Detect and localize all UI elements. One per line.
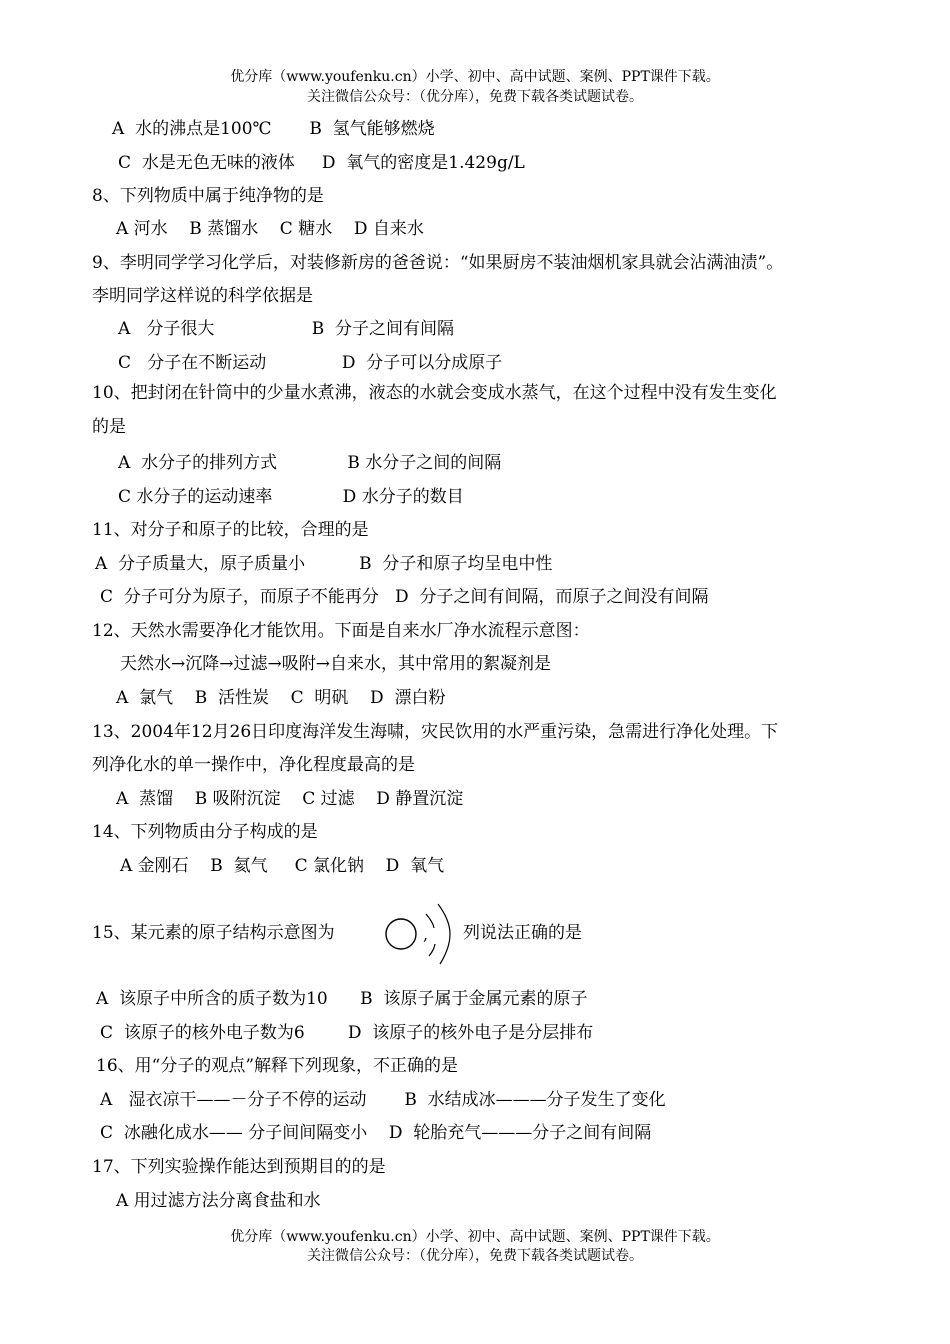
electron-shell-arc-2 [429,944,435,956]
header-line-1: 优分库（www.youfenku.cn）小学、初中、高中试题、案例、PPT课件下载。 [230,69,720,85]
q14-stem: 14、下列物质由分子构成的是 [92,822,318,842]
q10-stem-2: 的是 [92,417,126,437]
q10-options-ab: A 水分子的排列方式 B 水分子之间的间隔 [118,453,502,473]
q8-stem: 8、下列物质中属于纯净物的是 [92,186,324,206]
q10-options-cd: C 水分子的运动速率 D 水分子的数目 [118,487,464,507]
q8-options: A 河水 B 蒸馏水 C 糖水 D 自来水 [116,219,424,239]
atom-nucleus-circle [386,919,416,949]
q13-options: A 蒸馏 B 吸附沉淀 C 过滤 D 静置沉淀 [116,789,464,809]
q11-options-ab: A 分子质量大，原子质量小 B 分子和原子均呈电中性 [95,554,553,574]
q15-options-ab: A 该原子中所含的质子数为10 B 该原子属于金属元素的原子 [96,989,588,1009]
q17-stem: 17、下列实验操作能达到预期目的的是 [92,1157,386,1177]
footer-line-1: 优分库（www.youfenku.cn）小学、初中、高中试题、案例、PPT课件下载。 [230,1229,720,1245]
q16-options-cd: C 冰融化成水—— 分子间间隔变小 D 轮胎充气———分子之间有间隔 [100,1123,652,1143]
q13-stem-2: 列净化水的单一操作中，净化程度最高的是 [92,755,415,775]
q12-flow: 天然水→沉降→过滤→吸附→自来水，其中常用的絮凝剂是 [120,654,551,674]
q15-stem-left: 15、某元素的原子结构示意图为 [92,923,335,943]
q9-stem-2: 李明同学这样说的科学依据是 [92,286,313,306]
q17-option-a: A 用过滤方法分离食盐和水 [116,1191,321,1211]
q9-options-cd: C 分子在不断运动 D 分子可以分成原子 [118,353,503,373]
q12-stem: 12、天然水需要净化才能饮用。下面是自来水厂净水流程示意图： [92,621,590,641]
q15-stem-right: 列说法正确的是 [463,923,582,943]
q10-stem-1: 10、把封闭在针筒中的少量水煮沸，液态的水就会变成水蒸气，在这个过程中没有发生变化 [92,383,777,403]
header-line-2: 关注微信公众号：（优分库），免费下载各类试题试卷。 [307,89,643,105]
q12-options: A 氯气 B 活性炭 C 明矾 D 漂白粉 [116,688,446,708]
q11-stem: 11、对分子和原子的比较，合理的是 [92,520,369,540]
q14-options: A 金刚石 B 氦气 C 氯化钠 D 氧气 [120,856,445,876]
electron-shell-arc-3 [438,904,450,964]
footer-line-2: 关注微信公众号：（优分库），免费下载各类试题试卷。 [307,1248,643,1264]
q13-stem-1: 13、2004年12月26日印度海洋发生海啸，灾民饮用的水严重污染，急需进行净化处理。下 [92,722,779,742]
q7-options-ab: A 水的沸点是100℃ B 氢气能够燃烧 [112,119,435,139]
q7-options-cd: C 水是无色无味的液体 D 氧气的密度是1.429g/L [118,153,525,173]
atom-structure-diagram [378,900,468,970]
q11-options-cd: C 分子可分为原子，而原子不能再分 D 分子之间有间隔，而原子之间没有间隔 [100,587,709,607]
q16-options-ab: A 湿衣凉干——－分子不停的运动 B 水结成冰———分子发生了变化 [100,1090,666,1110]
q15-options-cd: C 该原子的核外电子数为6 D 该原子的核外电子是分层排布 [100,1023,594,1043]
q9-stem-1: 9、李明同学学习化学后，对装修新房的爸爸说：“如果厨房不装油烟机家具就会沾满油渍”。 [92,253,784,273]
q9-options-ab: A 分子很大 B 分子之间有间隔 [118,319,455,339]
diagram-comma-glyph: , [423,925,429,944]
q16-stem: 16、用“分子的观点”解释下列现象，不正确的是 [96,1056,459,1076]
